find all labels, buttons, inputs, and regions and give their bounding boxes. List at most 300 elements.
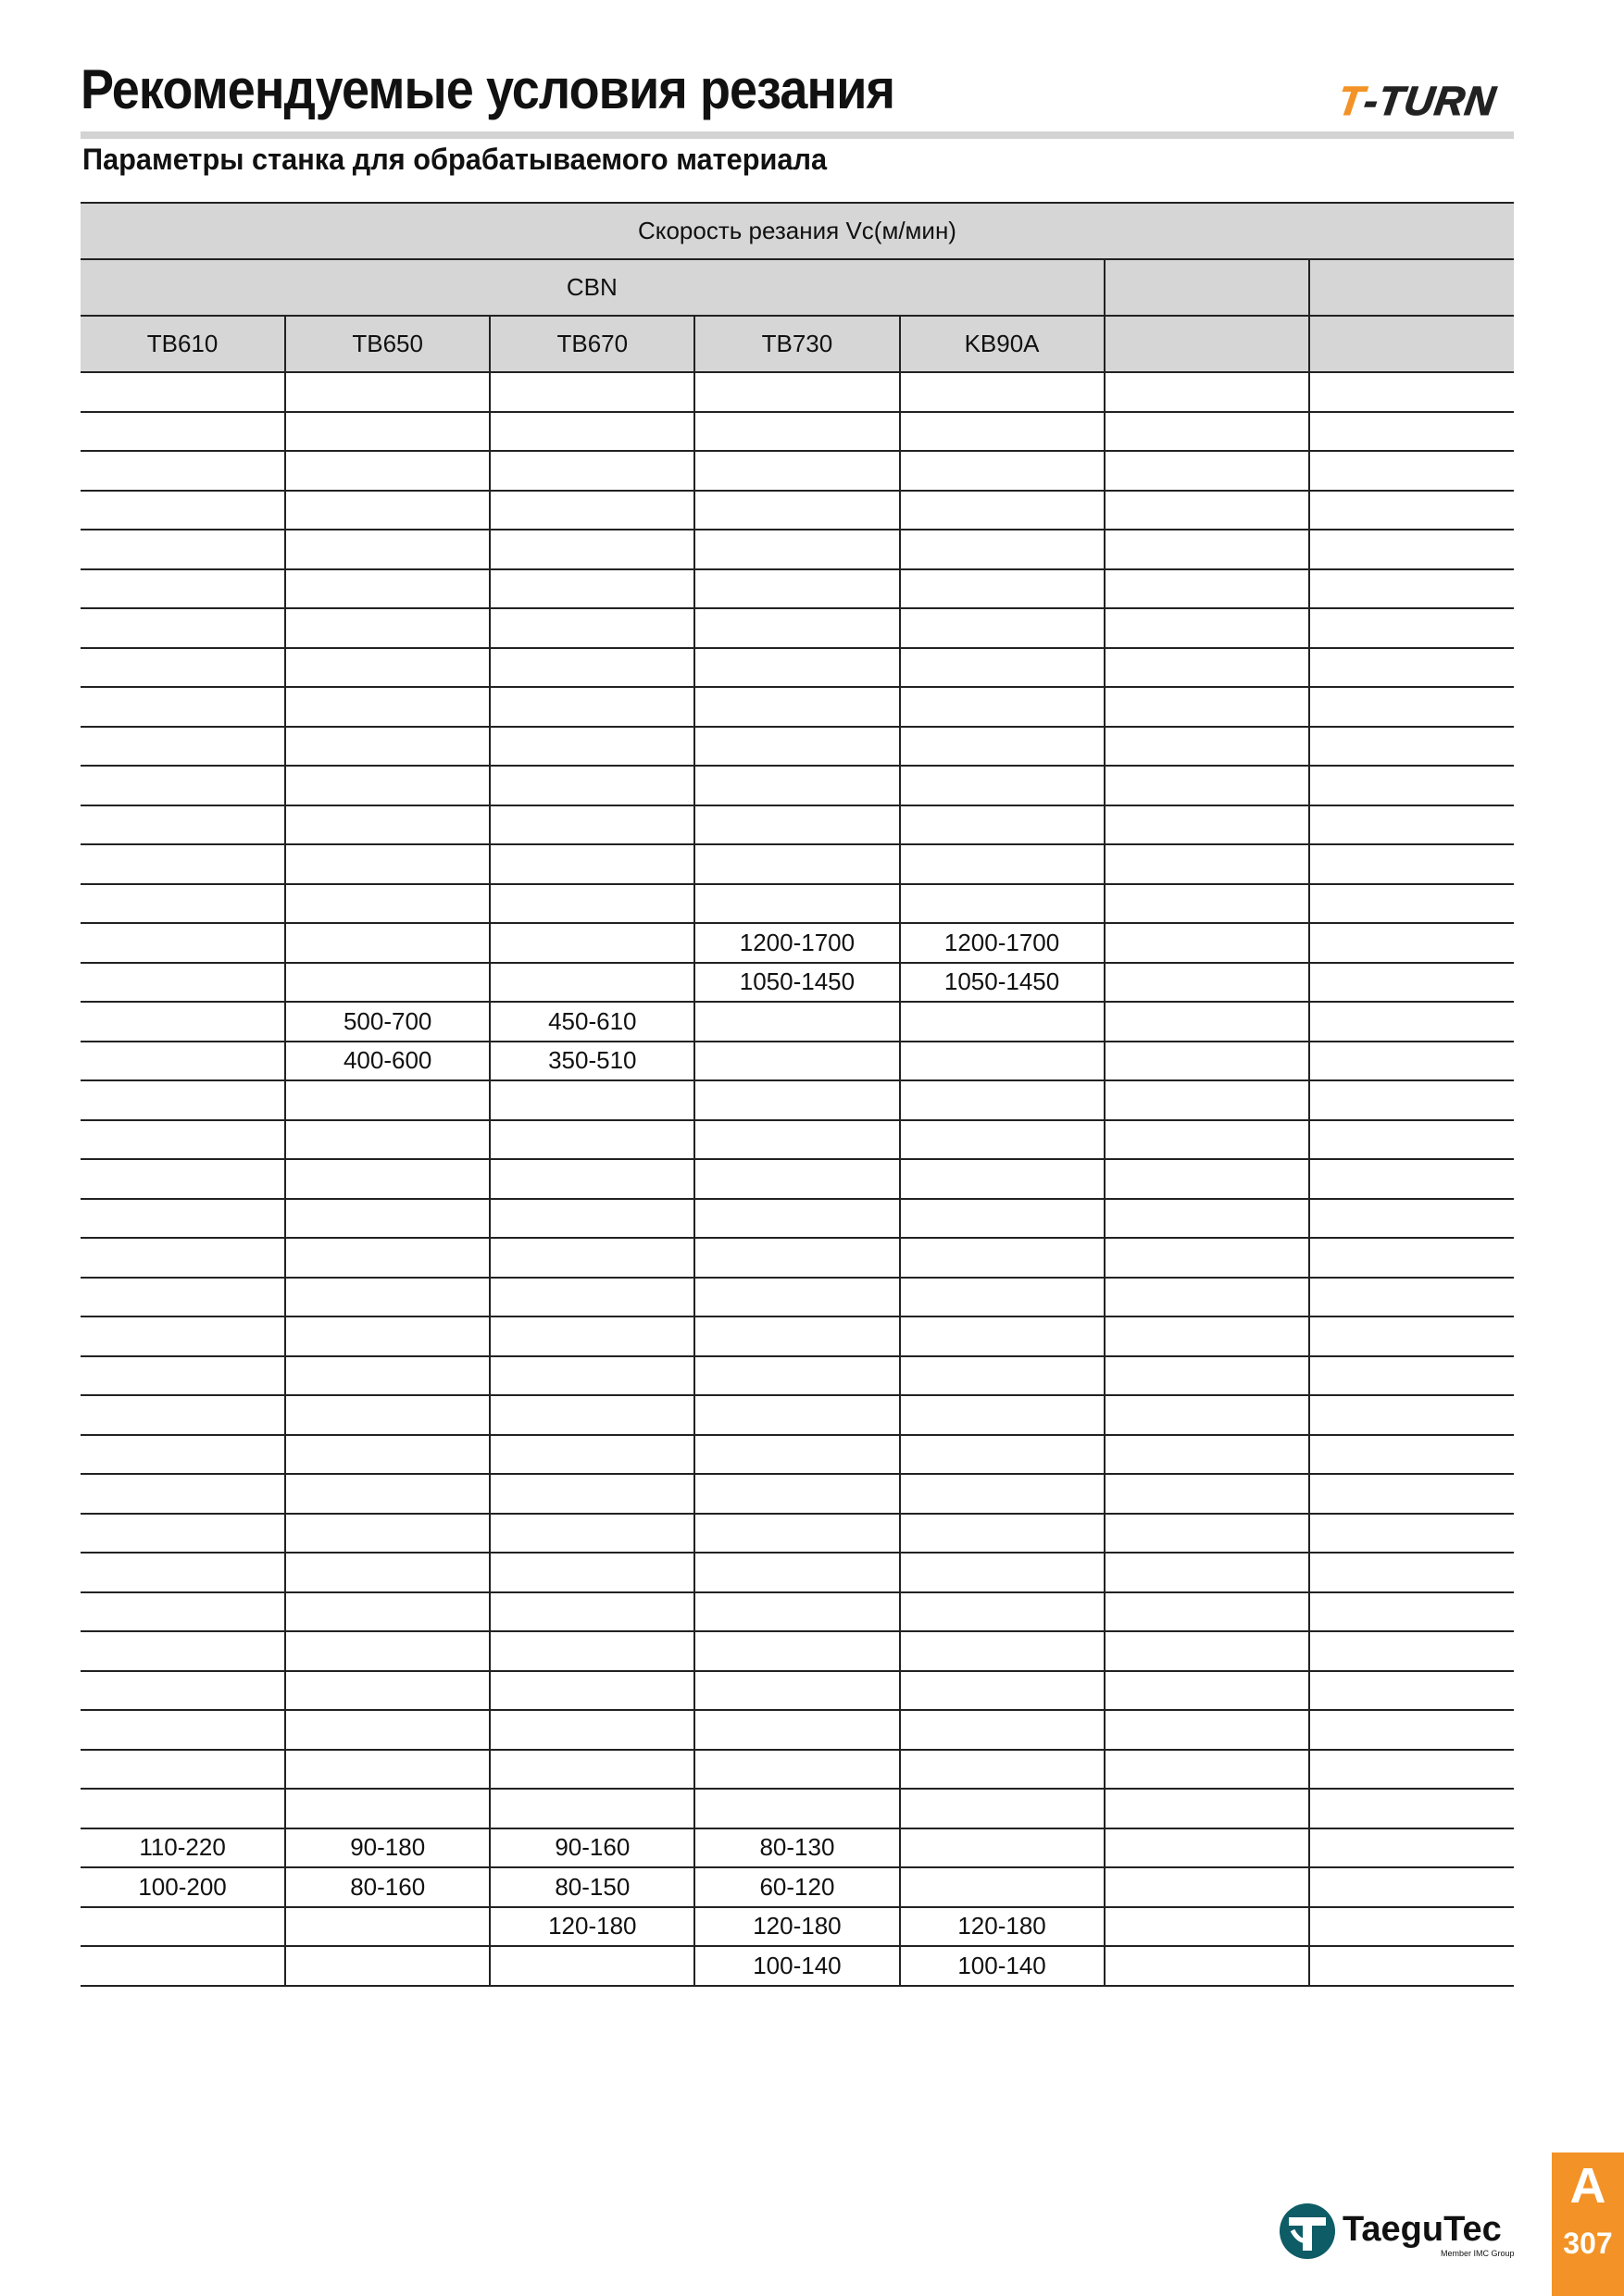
table-row xyxy=(81,1356,1514,1396)
table-cell xyxy=(285,1710,490,1750)
table-cell xyxy=(900,1474,1105,1514)
table-cell: 80-130 xyxy=(694,1828,899,1868)
table-cell xyxy=(490,1159,694,1199)
table-cell xyxy=(1105,1867,1309,1907)
table-cell xyxy=(900,608,1105,648)
table-cell xyxy=(285,451,490,491)
table-cell xyxy=(900,1159,1105,1199)
table-cell xyxy=(694,1789,899,1828)
table-cell xyxy=(1309,1120,1514,1160)
table-cell xyxy=(694,1316,899,1356)
table-cell xyxy=(694,1592,899,1632)
taegutec-logo xyxy=(1276,2199,1517,2264)
table-cell xyxy=(490,648,694,688)
table-cell xyxy=(1309,805,1514,845)
table-row xyxy=(81,1435,1514,1475)
table-row xyxy=(81,372,1514,412)
table-cell xyxy=(81,1080,285,1120)
table-cell xyxy=(1309,1553,1514,1592)
table-cell xyxy=(490,844,694,884)
table-cell xyxy=(1309,1042,1514,1081)
table-cell xyxy=(285,1278,490,1317)
table-cell xyxy=(285,844,490,884)
table-cell xyxy=(285,569,490,609)
table-row xyxy=(81,451,1514,491)
table-cell xyxy=(694,412,899,452)
table-cell xyxy=(1105,844,1309,884)
table-cell xyxy=(694,648,899,688)
table-row xyxy=(81,530,1514,569)
table-cell xyxy=(285,1789,490,1828)
table-cell xyxy=(285,412,490,452)
table-cell: 90-160 xyxy=(490,1828,694,1868)
table-row xyxy=(81,1474,1514,1514)
table-row xyxy=(81,1395,1514,1435)
table-cell: 350-510 xyxy=(490,1042,694,1081)
table-cell: 120-180 xyxy=(490,1907,694,1947)
table-cell xyxy=(81,1042,285,1081)
table-cell xyxy=(900,648,1105,688)
table-cell xyxy=(900,491,1105,530)
table-cell xyxy=(1105,1278,1309,1317)
table-cell: 120-180 xyxy=(694,1907,899,1947)
table-cell xyxy=(1105,1199,1309,1239)
table-cell xyxy=(900,1750,1105,1790)
table-cell xyxy=(1309,1946,1514,1986)
table-cell: 60-120 xyxy=(694,1867,899,1907)
table-cell xyxy=(900,1238,1105,1278)
table-cell xyxy=(694,569,899,609)
table-cell xyxy=(694,727,899,767)
column-header-tb650: TB650 xyxy=(285,316,490,372)
table-cell xyxy=(1105,766,1309,805)
table-cell xyxy=(1309,844,1514,884)
table-cell xyxy=(490,1356,694,1396)
table-row xyxy=(81,1828,1514,1868)
table-cell xyxy=(81,1278,285,1317)
table-cell xyxy=(81,687,285,727)
table-cell xyxy=(694,372,899,412)
table-cell xyxy=(1309,491,1514,530)
table-cell xyxy=(694,1514,899,1554)
page-number: 307 xyxy=(1563,2227,1613,2260)
table-cell xyxy=(1105,687,1309,727)
table-cell xyxy=(694,1356,899,1396)
table-cell xyxy=(1309,1199,1514,1239)
table-cell xyxy=(900,1356,1105,1396)
table-cell xyxy=(1309,1002,1514,1042)
table-cell: 1200-1700 xyxy=(900,923,1105,963)
svg-text:T-TURN: T-TURN xyxy=(1335,79,1499,124)
table-cell xyxy=(490,1474,694,1514)
column-header-empty xyxy=(1309,316,1514,372)
table-cell xyxy=(81,1159,285,1199)
svg-text:TaeguTec: TaeguTec xyxy=(1343,2210,1502,2249)
table-cell xyxy=(900,1278,1105,1317)
table-cell xyxy=(1309,1080,1514,1120)
table-cell xyxy=(694,1395,899,1435)
table-cell xyxy=(1105,1592,1309,1632)
table-cell xyxy=(81,1789,285,1828)
table-cell xyxy=(285,687,490,727)
svg-text:Member IMC Group: Member IMC Group xyxy=(1441,2249,1515,2258)
table-cell xyxy=(694,451,899,491)
table-cell xyxy=(1105,1435,1309,1475)
table-cell xyxy=(81,648,285,688)
table-cell: 1200-1700 xyxy=(694,923,899,963)
table-cell xyxy=(285,1474,490,1514)
table-cell xyxy=(1309,1238,1514,1278)
table-cell xyxy=(1105,805,1309,845)
table-cell xyxy=(490,1435,694,1475)
table-cell xyxy=(285,1514,490,1554)
table-cell xyxy=(81,1435,285,1475)
table-cell xyxy=(1309,727,1514,767)
table-cell xyxy=(1309,1356,1514,1396)
table-cell: 100-200 xyxy=(81,1867,285,1907)
table-cell xyxy=(900,1120,1105,1160)
table-cell xyxy=(490,1631,694,1671)
table-cell: 120-180 xyxy=(900,1907,1105,1947)
table-cell xyxy=(81,372,285,412)
table-cell xyxy=(1105,1395,1309,1435)
table-cell xyxy=(1309,1907,1514,1947)
table-row xyxy=(81,1946,1514,1986)
table-cell xyxy=(1309,687,1514,727)
table-cell xyxy=(694,1278,899,1317)
table-row xyxy=(81,648,1514,688)
column-header-tb610: TB610 xyxy=(81,316,285,372)
table-cell xyxy=(81,412,285,452)
table-row xyxy=(81,923,1514,963)
table-row xyxy=(81,569,1514,609)
table-cell xyxy=(81,1671,285,1711)
table-cell: 1050-1450 xyxy=(694,963,899,1003)
table-row xyxy=(81,687,1514,727)
table-cell xyxy=(81,451,285,491)
table-cell xyxy=(285,608,490,648)
table-cell xyxy=(900,727,1105,767)
table-cell xyxy=(285,1395,490,1435)
table-cell xyxy=(81,963,285,1003)
table-cell xyxy=(900,1867,1105,1907)
table-row xyxy=(81,1631,1514,1671)
table-cell xyxy=(694,805,899,845)
table-cell xyxy=(1105,491,1309,530)
table-cell xyxy=(900,1002,1105,1042)
table-cell xyxy=(1309,569,1514,609)
table-cell xyxy=(1105,1356,1309,1396)
table-cell xyxy=(490,530,694,569)
table-cell xyxy=(285,1238,490,1278)
table-cell xyxy=(285,1631,490,1671)
table-cell xyxy=(81,884,285,924)
table-cell xyxy=(1309,963,1514,1003)
table-cell: 110-220 xyxy=(81,1828,285,1868)
table-cell xyxy=(694,608,899,648)
table-cell xyxy=(900,1395,1105,1435)
table-cell xyxy=(900,1789,1105,1828)
table-cell: 90-180 xyxy=(285,1828,490,1868)
table-cell xyxy=(81,1474,285,1514)
table-row xyxy=(81,1278,1514,1317)
table-cell xyxy=(81,1316,285,1356)
table-cell xyxy=(81,1120,285,1160)
table-cell xyxy=(81,491,285,530)
table-cell xyxy=(1105,1238,1309,1278)
table-cell xyxy=(490,412,694,452)
table-cell xyxy=(81,1750,285,1790)
table-cell xyxy=(1309,1278,1514,1317)
column-header-tb730: TB730 xyxy=(694,316,899,372)
section-tab xyxy=(1552,2152,1624,2296)
table-cell xyxy=(81,608,285,648)
table-cell xyxy=(694,766,899,805)
table-cell xyxy=(285,372,490,412)
table-cell xyxy=(1105,1946,1309,1986)
table-cell xyxy=(490,1750,694,1790)
table-cell xyxy=(285,1553,490,1592)
table-cell xyxy=(1309,1395,1514,1435)
table-cell xyxy=(1105,1750,1309,1790)
table-cell xyxy=(490,1238,694,1278)
table-cell xyxy=(900,1631,1105,1671)
t-turn-logo xyxy=(1335,72,1515,128)
table-cell xyxy=(694,1553,899,1592)
table-cell xyxy=(490,1199,694,1239)
table-cell xyxy=(900,1710,1105,1750)
header-cutting-speed: Скорость резания Vc(м/мин) xyxy=(81,203,1514,259)
table-cell xyxy=(490,1671,694,1711)
table-row xyxy=(81,1159,1514,1199)
table-cell xyxy=(1309,766,1514,805)
table-cell xyxy=(900,1592,1105,1632)
table-cell xyxy=(694,844,899,884)
table-cell xyxy=(285,727,490,767)
table-cell xyxy=(694,1750,899,1790)
table-cell xyxy=(81,844,285,884)
table-row xyxy=(81,1789,1514,1828)
table-cell xyxy=(490,372,694,412)
table-cell xyxy=(490,1592,694,1632)
table-cell: 450-610 xyxy=(490,1002,694,1042)
page-title: Рекомендуемые условия резания xyxy=(81,58,895,120)
table-cell: 1050-1450 xyxy=(900,963,1105,1003)
table-row xyxy=(81,805,1514,845)
title-underline xyxy=(81,131,1514,139)
table-cell xyxy=(900,569,1105,609)
column-header-empty xyxy=(1105,316,1309,372)
table-cell xyxy=(694,1120,899,1160)
table-cell xyxy=(1105,1671,1309,1711)
table-cell xyxy=(81,1199,285,1239)
column-header-kb90a: KB90A xyxy=(900,316,1105,372)
table-cell xyxy=(694,884,899,924)
table-cell xyxy=(1105,412,1309,452)
table-cell xyxy=(81,1710,285,1750)
table-cell xyxy=(285,766,490,805)
table-cell xyxy=(900,1080,1105,1120)
table-cell xyxy=(694,1080,899,1120)
table-row xyxy=(81,608,1514,648)
table-cell xyxy=(1309,1789,1514,1828)
table-cell xyxy=(1309,530,1514,569)
table-cell: 80-160 xyxy=(285,1867,490,1907)
table-cell xyxy=(1309,1710,1514,1750)
table-cell xyxy=(285,1750,490,1790)
table-cell xyxy=(490,569,694,609)
table-cell xyxy=(285,1435,490,1475)
table-cell xyxy=(1105,608,1309,648)
table-cell xyxy=(285,1592,490,1632)
table-cell xyxy=(694,1002,899,1042)
table-cell xyxy=(1309,608,1514,648)
table-cell xyxy=(1309,1159,1514,1199)
table-cell xyxy=(1309,1750,1514,1790)
table-cell xyxy=(900,766,1105,805)
table-cell xyxy=(900,1671,1105,1711)
table-row xyxy=(81,491,1514,530)
table-cell xyxy=(900,1828,1105,1868)
table-cell xyxy=(81,1514,285,1554)
table-cell xyxy=(694,1199,899,1239)
table-cell xyxy=(285,963,490,1003)
table-cell xyxy=(490,727,694,767)
table-cell xyxy=(1309,451,1514,491)
page-subtitle: Параметры станка для обрабатываемого материала xyxy=(82,143,828,176)
table-cell xyxy=(490,491,694,530)
table-cell: 100-140 xyxy=(900,1946,1105,1986)
table-cell xyxy=(285,648,490,688)
table-cell xyxy=(1309,1867,1514,1907)
table-row xyxy=(81,1592,1514,1632)
table-cell xyxy=(490,1946,694,1986)
table-cell xyxy=(694,491,899,530)
table-cell xyxy=(490,687,694,727)
table-cell xyxy=(1309,884,1514,924)
table-cell xyxy=(81,805,285,845)
table-cell xyxy=(285,1120,490,1160)
table-cell xyxy=(1105,963,1309,1003)
table-cell xyxy=(81,1631,285,1671)
table-cell xyxy=(1105,1907,1309,1947)
table-cell xyxy=(81,923,285,963)
table-cell xyxy=(900,1553,1105,1592)
table-cell xyxy=(285,491,490,530)
table-cell xyxy=(285,805,490,845)
table-cell xyxy=(900,687,1105,727)
table-cell xyxy=(1105,1828,1309,1868)
table-cell xyxy=(1105,1002,1309,1042)
table-cell xyxy=(81,1002,285,1042)
table-cell xyxy=(285,1671,490,1711)
table-cell xyxy=(490,1316,694,1356)
table-cell xyxy=(490,1395,694,1435)
table-cell xyxy=(285,923,490,963)
table-cell xyxy=(1105,884,1309,924)
table-cell xyxy=(1105,648,1309,688)
table-cell xyxy=(1309,1671,1514,1711)
table-cell xyxy=(694,1671,899,1711)
table-cell xyxy=(1105,1316,1309,1356)
table-row xyxy=(81,766,1514,805)
table-cell xyxy=(490,923,694,963)
table-row xyxy=(81,1080,1514,1120)
table-cell xyxy=(490,1514,694,1554)
table-cell: 80-150 xyxy=(490,1867,694,1907)
table-row xyxy=(81,1867,1514,1907)
table-cell xyxy=(1105,1710,1309,1750)
table-cell xyxy=(285,1946,490,1986)
table-row xyxy=(81,412,1514,452)
table-cell xyxy=(1309,372,1514,412)
table-cell xyxy=(900,1199,1105,1239)
table-cell xyxy=(694,1474,899,1514)
table-cell xyxy=(81,530,285,569)
cutting-speed-table xyxy=(81,202,1514,1987)
table-cell xyxy=(285,1080,490,1120)
table-row xyxy=(81,1710,1514,1750)
table-cell xyxy=(694,530,899,569)
table-cell: 400-600 xyxy=(285,1042,490,1081)
table-cell xyxy=(1105,451,1309,491)
table-cell xyxy=(81,1238,285,1278)
header-group-empty xyxy=(1105,259,1309,316)
table-row xyxy=(81,1042,1514,1081)
header-cbn-group: CBN xyxy=(81,259,1105,316)
table-cell xyxy=(490,608,694,648)
table-cell xyxy=(81,1946,285,1986)
table-cell xyxy=(900,451,1105,491)
table-cell xyxy=(81,1356,285,1396)
table-row xyxy=(81,1907,1514,1947)
header-group-empty xyxy=(1309,259,1514,316)
table-cell xyxy=(900,805,1105,845)
table-cell xyxy=(490,1120,694,1160)
table-cell xyxy=(1105,530,1309,569)
table-cell xyxy=(490,963,694,1003)
table-cell xyxy=(1105,372,1309,412)
table-cell xyxy=(81,766,285,805)
table-cell xyxy=(900,1435,1105,1475)
table-cell xyxy=(694,687,899,727)
table-cell xyxy=(490,1789,694,1828)
table-cell xyxy=(1309,412,1514,452)
table-cell xyxy=(81,1553,285,1592)
table-cell xyxy=(1105,1474,1309,1514)
table-cell xyxy=(490,805,694,845)
table-cell xyxy=(81,1395,285,1435)
table-cell xyxy=(900,884,1105,924)
table-cell xyxy=(1309,1474,1514,1514)
table-cell xyxy=(694,1631,899,1671)
table-cell xyxy=(900,372,1105,412)
table-cell xyxy=(1309,1316,1514,1356)
table-row xyxy=(81,844,1514,884)
table-cell xyxy=(490,766,694,805)
table-cell xyxy=(1309,1828,1514,1868)
table-cell xyxy=(490,1553,694,1592)
table-cell xyxy=(490,1080,694,1120)
table-cell xyxy=(900,1514,1105,1554)
table-cell xyxy=(1309,1631,1514,1671)
table-cell xyxy=(900,1316,1105,1356)
table-row xyxy=(81,884,1514,924)
table-cell xyxy=(81,727,285,767)
table-cell xyxy=(900,844,1105,884)
table-cell xyxy=(900,412,1105,452)
table-cell xyxy=(1105,1159,1309,1199)
